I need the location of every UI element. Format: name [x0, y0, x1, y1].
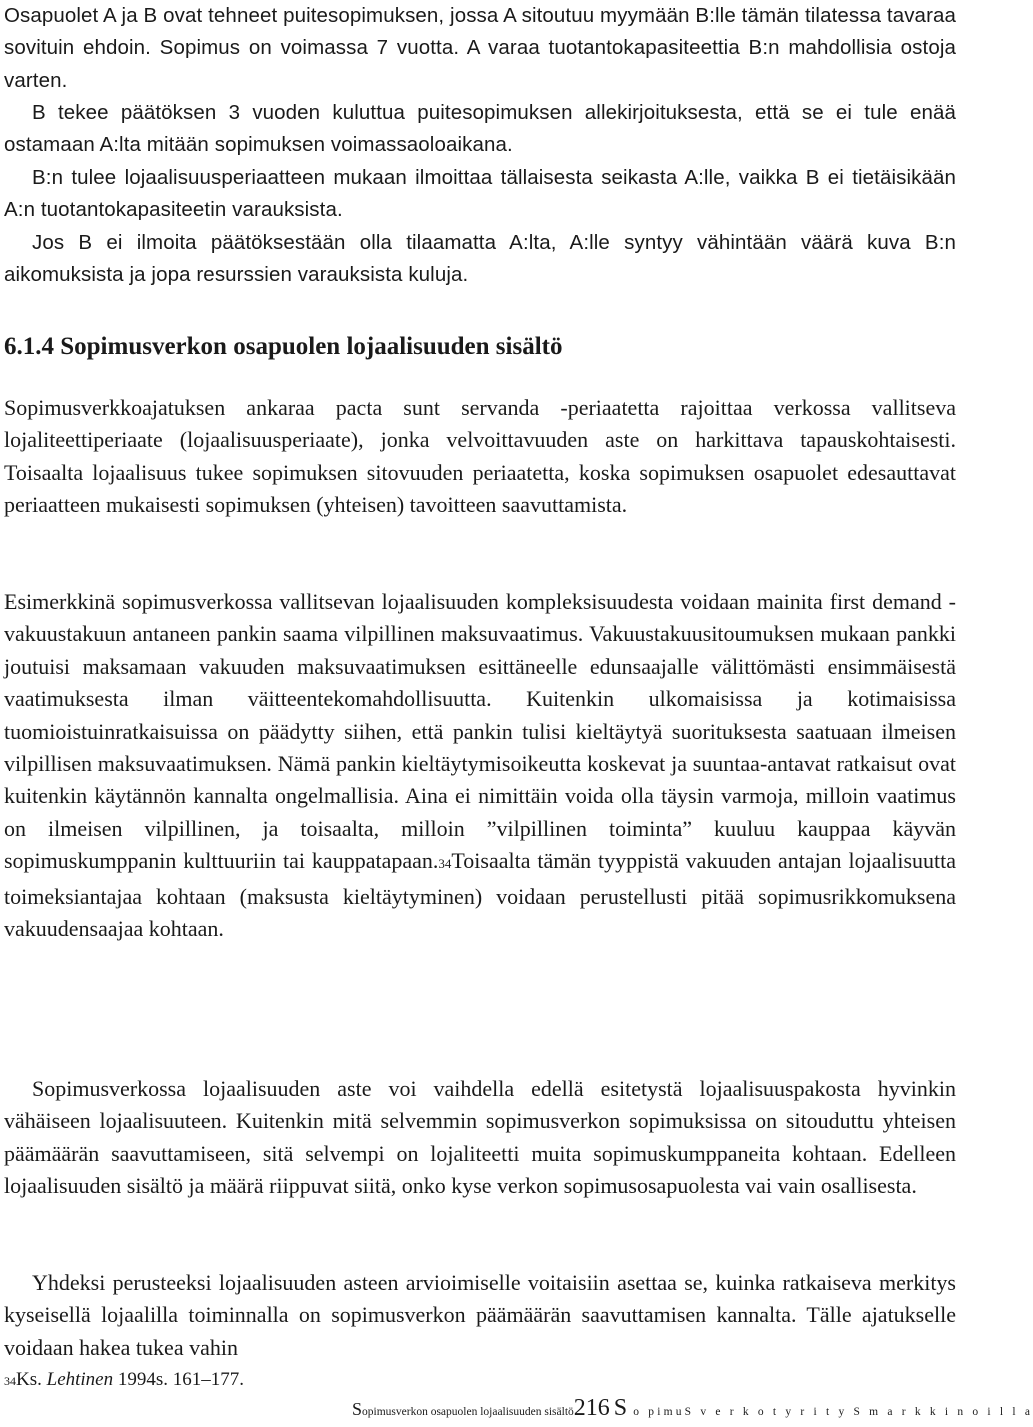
body-paragraph-2-part-b: Toisaalta tämän tyyppistä vakuuden antajan lojaalisuutta toimeksiantajaa kohtaan (maksusta kieltäytyminen) voidaan perustellusti pitää sopimusrikkomuksena vakuudensaajaa kohtaan. — [4, 848, 956, 942]
running-footer — [352, 1393, 1033, 1427]
body-paragraph-2 — [4, 586, 956, 945]
example-paragraph-4: Jos B ei ilmoita päätöksestään olla tilaamatta A:lta, A:lle syntyy vähintään väärä kuva B:n aikomuksista ja jopa resurssien varauksista kuluja. — [4, 231, 956, 287]
body-paragraph-4: Yhdeksi perusteeksi lojaalisuuden asteen arvioimiselle voitaisiin asettaa se, kuinka ratkaiseva merkitys kyseisellä lojaalilla toiminnalla on sopimusverkon päämäärän saavuttamisen kannalta. Tälle ajatukselle voidaan hakea tukea vahin — [4, 1270, 956, 1360]
body-paragraph-3: Sopimusverkossa lojaalisuuden aste voi vaihdella edellä esitetystä lojaalisuuspakosta hyvinkin vähäiseen lojaalisuuteen. Kuitenkin mitä selvemmin sopimusverkon sopimuksissa on sitouduttu yhteisen päämäärän saavuttamiseen, sitä selvempi on lojaliteetti muita sopimuskumppaneita kohtaan. Edelleen lojaalisuuden sisältö ja määrä riippuvat siitä, onko kyse verkon sopimusosapuolesta vai vain osallisesta. — [4, 1076, 956, 1199]
section-heading: 6.1.4 Sopimusverkon osapuolen lojaalisuuden sisältö — [4, 333, 563, 360]
footnote-rest: 1994s. 161–177. — [113, 1369, 245, 1390]
example-paragraph-3: B:n tulee lojaalisuusperiaatteen mukaan ilmoittaa tällaisesta seikasta A:lle, vaikka B ei tietäisikään A:n tuotantokapasiteetin varauksista. — [4, 166, 956, 222]
footnote-reference: 34 — [438, 856, 452, 872]
body-paragraph-1: Sopimusverkkoajatuksen ankaraa pacta sunt servanda -periaatetta rajoittaa verkossa vallitseva lojaliteettiperiaate (lojaalisuusperiaate), jonka velvoittavuuden aste on harkittava tapauskohtaisesti. Toisaalta lojaalisuus tukee sopimuksen sitovuuden periaatetta, koska sopimuksen osapuolet edesauttavat periaatteen mukaisesti sopimuksen (yhteisen) tavoitteen saavuttamista. — [4, 395, 956, 518]
footer-book-title: o pimuS v e r k o t y r i t y S m a r k k i n o i l l a — [627, 1406, 1033, 1418]
footer-title-initial: S — [352, 1399, 363, 1419]
example-paragraph-1: Osapuolet A ja B ovat tehneet puitesopimuksen, jossa A sitoutuu myymään B:lle tämän tilatessa tavaraa sovituin ehdoin. Sopimus on voimassa 7 vuotta. A varaa tuotantokapasiteettia B:n mahdollisia ostoja varten. — [4, 4, 956, 92]
body-paragraph-2-part-a: Esimerkkinä sopimusverkossa vallitsevan lojaalisuuden kompleksisuudesta voidaan mainita first demand -vakuustakuun antaneen pankin saama vilpillinen maksuvaatimus. Vakuustakuusitoumuksen mukaan pankki joutuisi maksamaan vakuuden maksuvaatimuksen esittäneelle edunsaajalle välittömästi ensimmäisestä vaatimuksesta ilman väitteentekomahdollisuutta. Kuitenkin ulkomaisissa ja kotimaisissa tuomioistuinratkaisuissa on päädytty siihen, että pankin tulisi kieltäytyä suorituksesta saatuaan ilmeisen vilpillisen maksuvaatimuksen. Nämä pankin kieltäytymisoikeutta koskevat ja suuntaa-antavat ratkaisut ovat kuitenkin käytännön kannalta ongelmallisia. Aina ei nimittäin voida olla täysin varmoja, milloin vaatimus on ilmeisen vilpillinen, ja toisaalta, milloin ”vilpillinen toiminta” kuuluu kauppaa käyvän sopimuskumppanin kulttuuriin tai kauppatapaan. — [4, 589, 956, 874]
footer-book-initial: S — [613, 1395, 628, 1421]
footnote-author: Lehtinen — [46, 1369, 114, 1390]
footer-page-number: 216 — [573, 1395, 610, 1421]
footer-section-title: opimusverkon osapuolen lojaalisuuden sisältö — [362, 1406, 574, 1418]
footnote — [4, 1367, 244, 1394]
example-paragraph-2: B tekee päätöksen 3 vuoden kuluttua puitesopimuksen allekirjoituksesta, että se ei tule enää ostamaan A:lta mitään sopimuksen voimassaoloaikana. — [4, 101, 956, 157]
footnote-prefix: Ks. — [16, 1369, 47, 1390]
footnote-number: 34 — [4, 1374, 16, 1388]
